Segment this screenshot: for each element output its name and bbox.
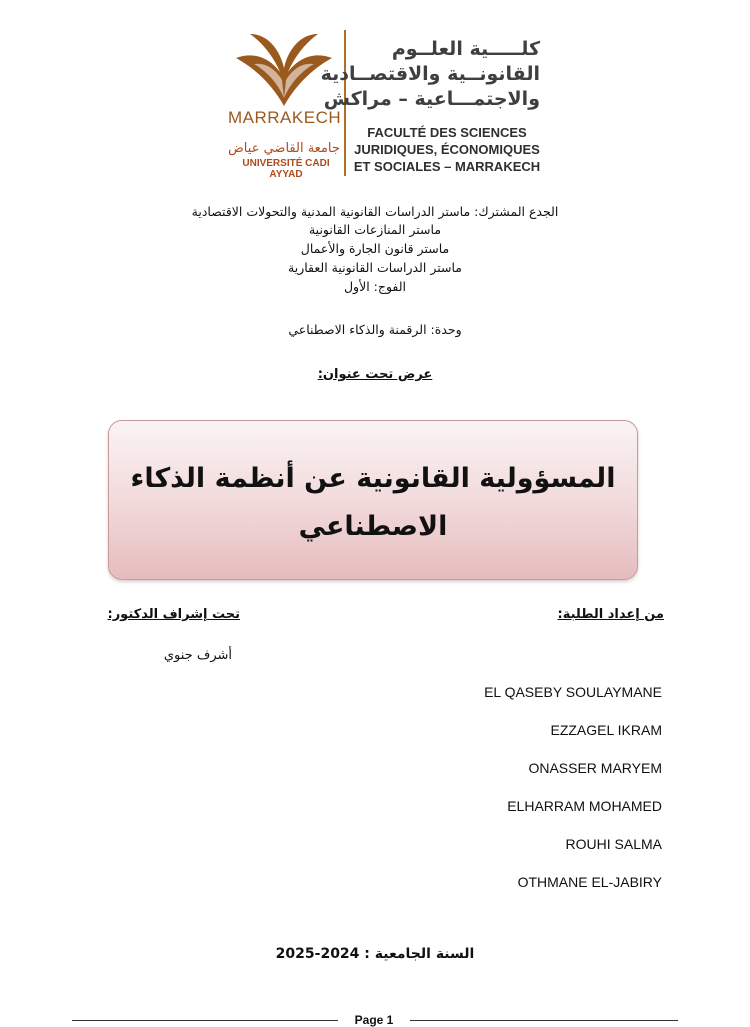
master-line-1: ماستر المنازعات القانونية (308, 222, 442, 237)
academic-year-text: السنة الجامعية : 2024-2025 (275, 946, 475, 962)
master-line-3: ماستر الدراسات القانونية العقارية (288, 260, 462, 275)
presentation-title (129, 455, 617, 551)
student-name: EL QASEBY SOULAYMANE (484, 684, 662, 700)
student-name: ELHARRAM MOHAMED (507, 798, 662, 814)
master-line-2: ماستر قانون الجارة والأعمال (300, 241, 450, 256)
presentation-label: عرض تحت عنوان: (317, 367, 433, 382)
student-name: ONASSER MARYEM (528, 760, 662, 776)
faculty-fr-line-2: JURIDIQUES, ÉCONOMIQUES (354, 142, 540, 157)
title-line-2: الاصطناعي (298, 511, 448, 542)
page-number: Page 1 (338, 1013, 410, 1027)
student-name: ROUHI SALMA (565, 836, 662, 852)
logo-university-french: UNIVERSITÉ CADI AYYAD (242, 158, 330, 180)
faculty-ar-line-2: القانونــية والاقتصــادية (320, 63, 540, 85)
supervisor-label: تحت إشراف الدكتور: (107, 607, 240, 622)
faculty-fr-line-1: FACULTÉ DES SCIENCES (367, 125, 527, 140)
common-core-line: الجدع المشترك: ماستر الدراسات القانونية المدنية والتحولات الاقتصادية (191, 204, 559, 219)
student-name: EZZAGEL IKRAM (550, 722, 662, 738)
faculty-ar-line-3: والاجتمـــاعية – مراكش (323, 88, 540, 110)
academic-year (220, 946, 530, 962)
student-name: OTHMANE EL-JABIRY (517, 874, 662, 890)
students-label: من إعداد الطلبة: (557, 607, 664, 622)
title-line-1: المسؤولية القانونية عن أنظمة الذكاء (130, 463, 616, 494)
title-box (108, 420, 638, 580)
faculty-ar-line-1: كلـــــية العلــوم (391, 38, 540, 60)
module-line: وحدة: الرقمنة والذكاء الاصطناعي (288, 322, 462, 337)
supervisor-name: أشرف جنوي (163, 648, 232, 663)
faculty-fr-line-3: ET SOCIALES – MARRAKECH (353, 159, 541, 174)
logo-university-arabic: جامعة القاضي عياض (228, 141, 340, 156)
group-line: الفوج: الأول (343, 279, 407, 294)
logo-city-text: MARRAKECH (228, 108, 342, 127)
